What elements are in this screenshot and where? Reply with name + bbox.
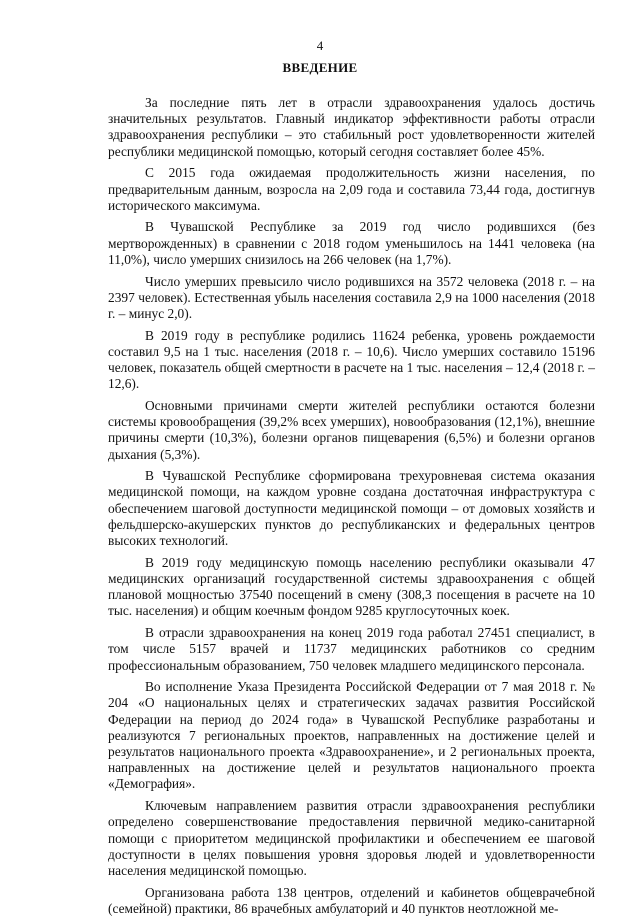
paragraph: Во исполнение Указа Президента Российской Федерации от 7 мая 2018 г. № 204 «О национальных целях и стратегических задачах развития Российской Федерации на период до 2024 года» в Чувашской Республике разработаны и реализуются 7 региональных проектов, направленных на достижение целей и результатов национального проекта «Здравоохранение», и 2 региональных проекта, направленных на достижение целей и результатов национального проекта «Демография». <box>108 679 595 792</box>
paragraph: Ключевым направлением развития отрасли здравоохранения республики определено совершенствование предоставления первичной медико-санитарной помощи с приоритетом медицинской профилактики и обеспечением ее шаговой доступности в целях повышения уровня здоровья людей и удовлетворенности населения медицинской помощью. <box>108 798 595 878</box>
page-number: 4 <box>316 38 324 53</box>
paragraph: В Чувашской Республике за 2019 год число родившихся (без мертворожденных) в сравнении с 2018 годом уменьшилось на 1441 человека (на 11,0%), число умерших снизилось на 266 человек (на 1,7%). <box>108 219 595 267</box>
paragraph: В 2019 году медицинскую помощь населению республики оказывали 47 медицинских организаций государственной системы здравоохранения с общей плановой мощностью 37540 посещений в смену (308,3 посещения в расчете на 10 тыс. населения) и общим коечным фондом 9285 круглосуточных коек. <box>108 554 595 619</box>
paragraph: В 2019 году в республике родились 11624 ребенка, уровень рождаемости составил 9,5 на 1 тыс. населения (2018 г. – 10,6). Число умерших составило 15196 человек, показатель общей смертности в расчете на 1 тыс. населения – 12,4 (2018 г. – 12,6). <box>108 327 595 392</box>
section-heading: ВВЕДЕНИЕ <box>282 60 358 75</box>
paragraph: С 2015 года ожидаемая продолжительность жизни населения, по предварительным данным, возросла на 2,09 года и составила 73,44 года, достигнув исторического максимума. <box>108 165 595 213</box>
paragraph: В Чувашской Республике сформирована трехуровневая система оказания медицинской помощи, на каждом уровне создана достаточная инфраструктура с обеспечением шаговой доступности медицинской помощи – от домовых хозяйств и фельдшерско-акушерских пунктов до республиканских и федеральных центров высоких технологий. <box>108 468 595 549</box>
document-body <box>108 95 595 923</box>
paragraph: За последние пять лет в отрасли здравоохранения удалось достичь значительных результатов. Главный индикатор эффективности работы отрасли здравоохранения республики – это стабильный рост удовлетворенности жителей республики медицинской помощью, который сегодня составляет более 45%. <box>108 95 595 159</box>
paragraph: В отрасли здравоохранения на конец 2019 года работал 27451 специалист, в том числе 5157 врачей и 11737 медицинских работников со средним профессиональным образованием, 750 человек младшего медицинского персонала. <box>108 625 595 673</box>
paragraph: Организована работа 138 центров, отделений и кабинетов общеврачебной (семейной) практики, 86 врачебных амбулаторий и 40 пунктов неотложной ме- <box>108 884 595 916</box>
paragraph: Основными причинами смерти жителей республики остаются болезни системы кровообращения (39,2% всех умерших), новообразования (12,1%), внешние причины смерти (10,3%), болезни органов пищеварения (6,5%) и болезни органов дыхания (5,3%). <box>108 397 595 462</box>
paragraph: Число умерших превысило число родившихся на 3572 человека (2018 г. – на 2397 человек). Естественная убыль населения составила 2,9 на 1000 населения (2018 г. – минус 2,0). <box>108 273 595 321</box>
